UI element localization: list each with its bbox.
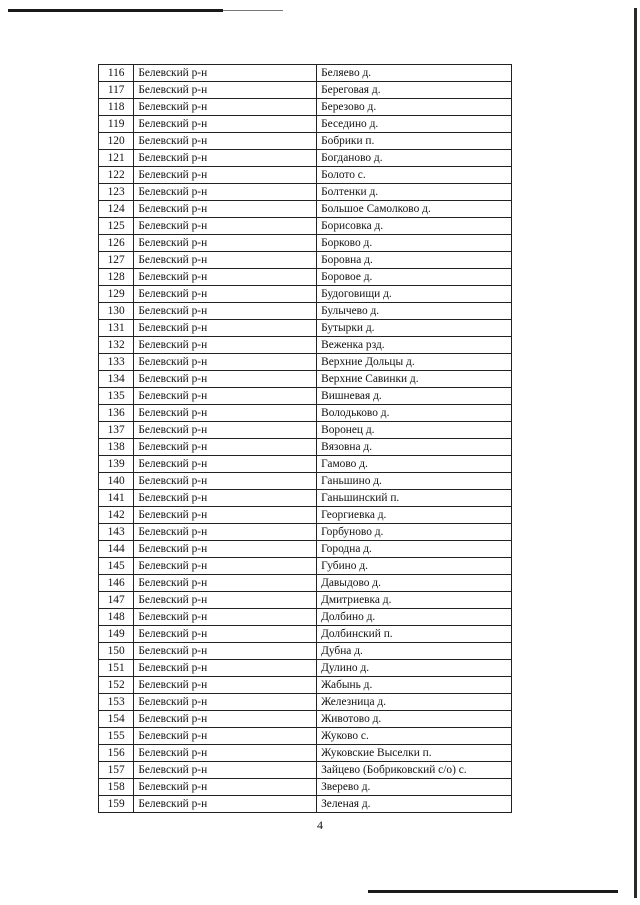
district-cell: Белевский р-н [134, 660, 317, 677]
district-cell: Белевский р-н [134, 388, 317, 405]
district-cell: Белевский р-н [134, 422, 317, 439]
row-number: 134 [99, 371, 134, 388]
district-cell: Белевский р-н [134, 201, 317, 218]
table-row [99, 405, 512, 422]
table-row [99, 439, 512, 456]
settlement-cell: Жуковские Выселки п. [317, 745, 512, 762]
settlement-cell: Дмитриевка д. [317, 592, 512, 609]
row-number: 116 [99, 65, 134, 82]
settlement-cell: Давыдово д. [317, 575, 512, 592]
table-row [99, 592, 512, 609]
row-number: 128 [99, 269, 134, 286]
settlement-cell: Веженка рзд. [317, 337, 512, 354]
row-number: 137 [99, 422, 134, 439]
row-number: 119 [99, 116, 134, 133]
district-cell: Белевский р-н [134, 82, 317, 99]
settlement-cell: Железница д. [317, 694, 512, 711]
row-number: 145 [99, 558, 134, 575]
table-row [99, 745, 512, 762]
table-row [99, 490, 512, 507]
settlement-cell: Борково д. [317, 235, 512, 252]
row-number: 132 [99, 337, 134, 354]
district-cell: Белевский р-н [134, 541, 317, 558]
district-cell: Белевский р-н [134, 643, 317, 660]
row-number: 125 [99, 218, 134, 235]
settlement-cell: Будоговищи д. [317, 286, 512, 303]
district-cell: Белевский р-н [134, 167, 317, 184]
district-cell: Белевский р-н [134, 694, 317, 711]
settlement-cell: Бутырки д. [317, 320, 512, 337]
table-row [99, 150, 512, 167]
settlement-cell: Верхние Савинки д. [317, 371, 512, 388]
district-cell: Белевский р-н [134, 133, 317, 150]
row-number: 150 [99, 643, 134, 660]
row-number: 142 [99, 507, 134, 524]
district-cell: Белевский р-н [134, 252, 317, 269]
table-row [99, 643, 512, 660]
page-number: 4 [317, 818, 323, 832]
district-cell: Белевский р-н [134, 235, 317, 252]
row-number: 118 [99, 99, 134, 116]
settlement-cell: Бобрики п. [317, 133, 512, 150]
row-number: 144 [99, 541, 134, 558]
settlement-cell: Долбинский п. [317, 626, 512, 643]
table-row [99, 167, 512, 184]
table-row [99, 99, 512, 116]
settlement-cell: Боровна д. [317, 252, 512, 269]
district-cell: Белевский р-н [134, 524, 317, 541]
settlement-cell: Животово д. [317, 711, 512, 728]
district-cell: Белевский р-н [134, 303, 317, 320]
settlement-cell: Вязовна д. [317, 439, 512, 456]
table-row [99, 133, 512, 150]
district-cell: Белевский р-н [134, 762, 317, 779]
scan-artifact-right-edge [634, 8, 637, 898]
table-row [99, 388, 512, 405]
table-row [99, 558, 512, 575]
district-cell: Белевский р-н [134, 575, 317, 592]
district-cell: Белевский р-н [134, 439, 317, 456]
settlement-cell: Зайцево (Бобриковский с/о) с. [317, 762, 512, 779]
settlement-cell: Борисовка д. [317, 218, 512, 235]
district-cell: Белевский р-н [134, 405, 317, 422]
row-number: 146 [99, 575, 134, 592]
table-row [99, 184, 512, 201]
row-number: 157 [99, 762, 134, 779]
row-number: 153 [99, 694, 134, 711]
table-row [99, 575, 512, 592]
settlement-cell: Большое Самолково д. [317, 201, 512, 218]
row-number: 141 [99, 490, 134, 507]
settlement-cell: Дулино д. [317, 660, 512, 677]
district-cell: Белевский р-н [134, 558, 317, 575]
table-row [99, 371, 512, 388]
district-cell: Белевский р-н [134, 609, 317, 626]
table-row [99, 286, 512, 303]
table-row [99, 269, 512, 286]
settlement-cell: Зверево д. [317, 779, 512, 796]
table-row [99, 456, 512, 473]
row-number: 143 [99, 524, 134, 541]
district-cell: Белевский р-н [134, 592, 317, 609]
district-cell: Белевский р-н [134, 99, 317, 116]
settlements-table [98, 64, 512, 813]
district-cell: Белевский р-н [134, 371, 317, 388]
settlement-cell: Володьково д. [317, 405, 512, 422]
row-number: 123 [99, 184, 134, 201]
row-number: 149 [99, 626, 134, 643]
table-row [99, 779, 512, 796]
table-row [99, 660, 512, 677]
settlement-cell: Городна д. [317, 541, 512, 558]
table-row [99, 796, 512, 813]
district-cell: Белевский р-н [134, 218, 317, 235]
table-row [99, 337, 512, 354]
settlement-cell: Жабынь д. [317, 677, 512, 694]
row-number: 156 [99, 745, 134, 762]
table-row [99, 82, 512, 99]
district-cell: Белевский р-н [134, 150, 317, 167]
table-row [99, 728, 512, 745]
settlement-cell: Богданово д. [317, 150, 512, 167]
row-number: 152 [99, 677, 134, 694]
settlement-cell: Георгиевка д. [317, 507, 512, 524]
district-cell: Белевский р-н [134, 116, 317, 133]
row-number: 148 [99, 609, 134, 626]
row-number: 147 [99, 592, 134, 609]
table-row [99, 473, 512, 490]
district-cell: Белевский р-н [134, 320, 317, 337]
table-row [99, 320, 512, 337]
settlement-cell: Беляево д. [317, 65, 512, 82]
table-row [99, 252, 512, 269]
settlement-cell: Дубна д. [317, 643, 512, 660]
settlements-table-body [99, 65, 512, 813]
settlement-cell: Долбино д. [317, 609, 512, 626]
table-row [99, 626, 512, 643]
district-cell: Белевский р-н [134, 745, 317, 762]
row-number: 120 [99, 133, 134, 150]
table-row [99, 694, 512, 711]
settlement-cell: Болото с. [317, 167, 512, 184]
settlement-cell: Жуково с. [317, 728, 512, 745]
settlement-cell: Боровое д. [317, 269, 512, 286]
settlement-cell: Беседино д. [317, 116, 512, 133]
scan-artifact-top [8, 9, 223, 12]
district-cell: Белевский р-н [134, 677, 317, 694]
table-row [99, 609, 512, 626]
table-row [99, 711, 512, 728]
table-row [99, 201, 512, 218]
settlement-cell: Вишневая д. [317, 388, 512, 405]
settlement-cell: Горбуново д. [317, 524, 512, 541]
settlement-cell: Гамово д. [317, 456, 512, 473]
row-number: 124 [99, 201, 134, 218]
table-row [99, 116, 512, 133]
settlement-cell: Булычево д. [317, 303, 512, 320]
row-number: 135 [99, 388, 134, 405]
row-number: 126 [99, 235, 134, 252]
row-number: 133 [99, 354, 134, 371]
district-cell: Белевский р-н [134, 490, 317, 507]
row-number: 155 [99, 728, 134, 745]
district-cell: Белевский р-н [134, 184, 317, 201]
row-number: 139 [99, 456, 134, 473]
table-row [99, 303, 512, 320]
table-row [99, 677, 512, 694]
row-number: 127 [99, 252, 134, 269]
table-row [99, 524, 512, 541]
district-cell: Белевский р-н [134, 728, 317, 745]
row-number: 151 [99, 660, 134, 677]
table-row [99, 507, 512, 524]
row-number: 154 [99, 711, 134, 728]
settlement-cell: Губино д. [317, 558, 512, 575]
district-cell: Белевский р-н [134, 796, 317, 813]
row-number: 140 [99, 473, 134, 490]
district-cell: Белевский р-н [134, 626, 317, 643]
table-row [99, 354, 512, 371]
row-number: 117 [99, 82, 134, 99]
row-number: 131 [99, 320, 134, 337]
district-cell: Белевский р-н [134, 269, 317, 286]
settlement-cell: Береговая д. [317, 82, 512, 99]
district-cell: Белевский р-н [134, 507, 317, 524]
row-number: 130 [99, 303, 134, 320]
district-cell: Белевский р-н [134, 779, 317, 796]
row-number: 159 [99, 796, 134, 813]
row-number: 158 [99, 779, 134, 796]
district-cell: Белевский р-н [134, 711, 317, 728]
settlement-cell: Ганьшинский п. [317, 490, 512, 507]
settlement-cell: Верхние Дольцы д. [317, 354, 512, 371]
row-number: 122 [99, 167, 134, 184]
district-cell: Белевский р-н [134, 473, 317, 490]
row-number: 136 [99, 405, 134, 422]
district-cell: Белевский р-н [134, 337, 317, 354]
table-row [99, 235, 512, 252]
district-cell: Белевский р-н [134, 354, 317, 371]
district-cell: Белевский р-н [134, 286, 317, 303]
row-number: 138 [99, 439, 134, 456]
row-number: 121 [99, 150, 134, 167]
scan-artifact-bottom [368, 890, 618, 893]
table-row [99, 65, 512, 82]
settlement-cell: Ганьшино д. [317, 473, 512, 490]
settlement-cell: Березово д. [317, 99, 512, 116]
district-cell: Белевский р-н [134, 456, 317, 473]
settlement-cell: Зеленая д. [317, 796, 512, 813]
table-row [99, 218, 512, 235]
district-cell: Белевский р-н [134, 65, 317, 82]
table-row [99, 422, 512, 439]
settlement-cell: Болтенки д. [317, 184, 512, 201]
table-row [99, 762, 512, 779]
table-row [99, 541, 512, 558]
row-number: 129 [99, 286, 134, 303]
settlement-cell: Воронец д. [317, 422, 512, 439]
